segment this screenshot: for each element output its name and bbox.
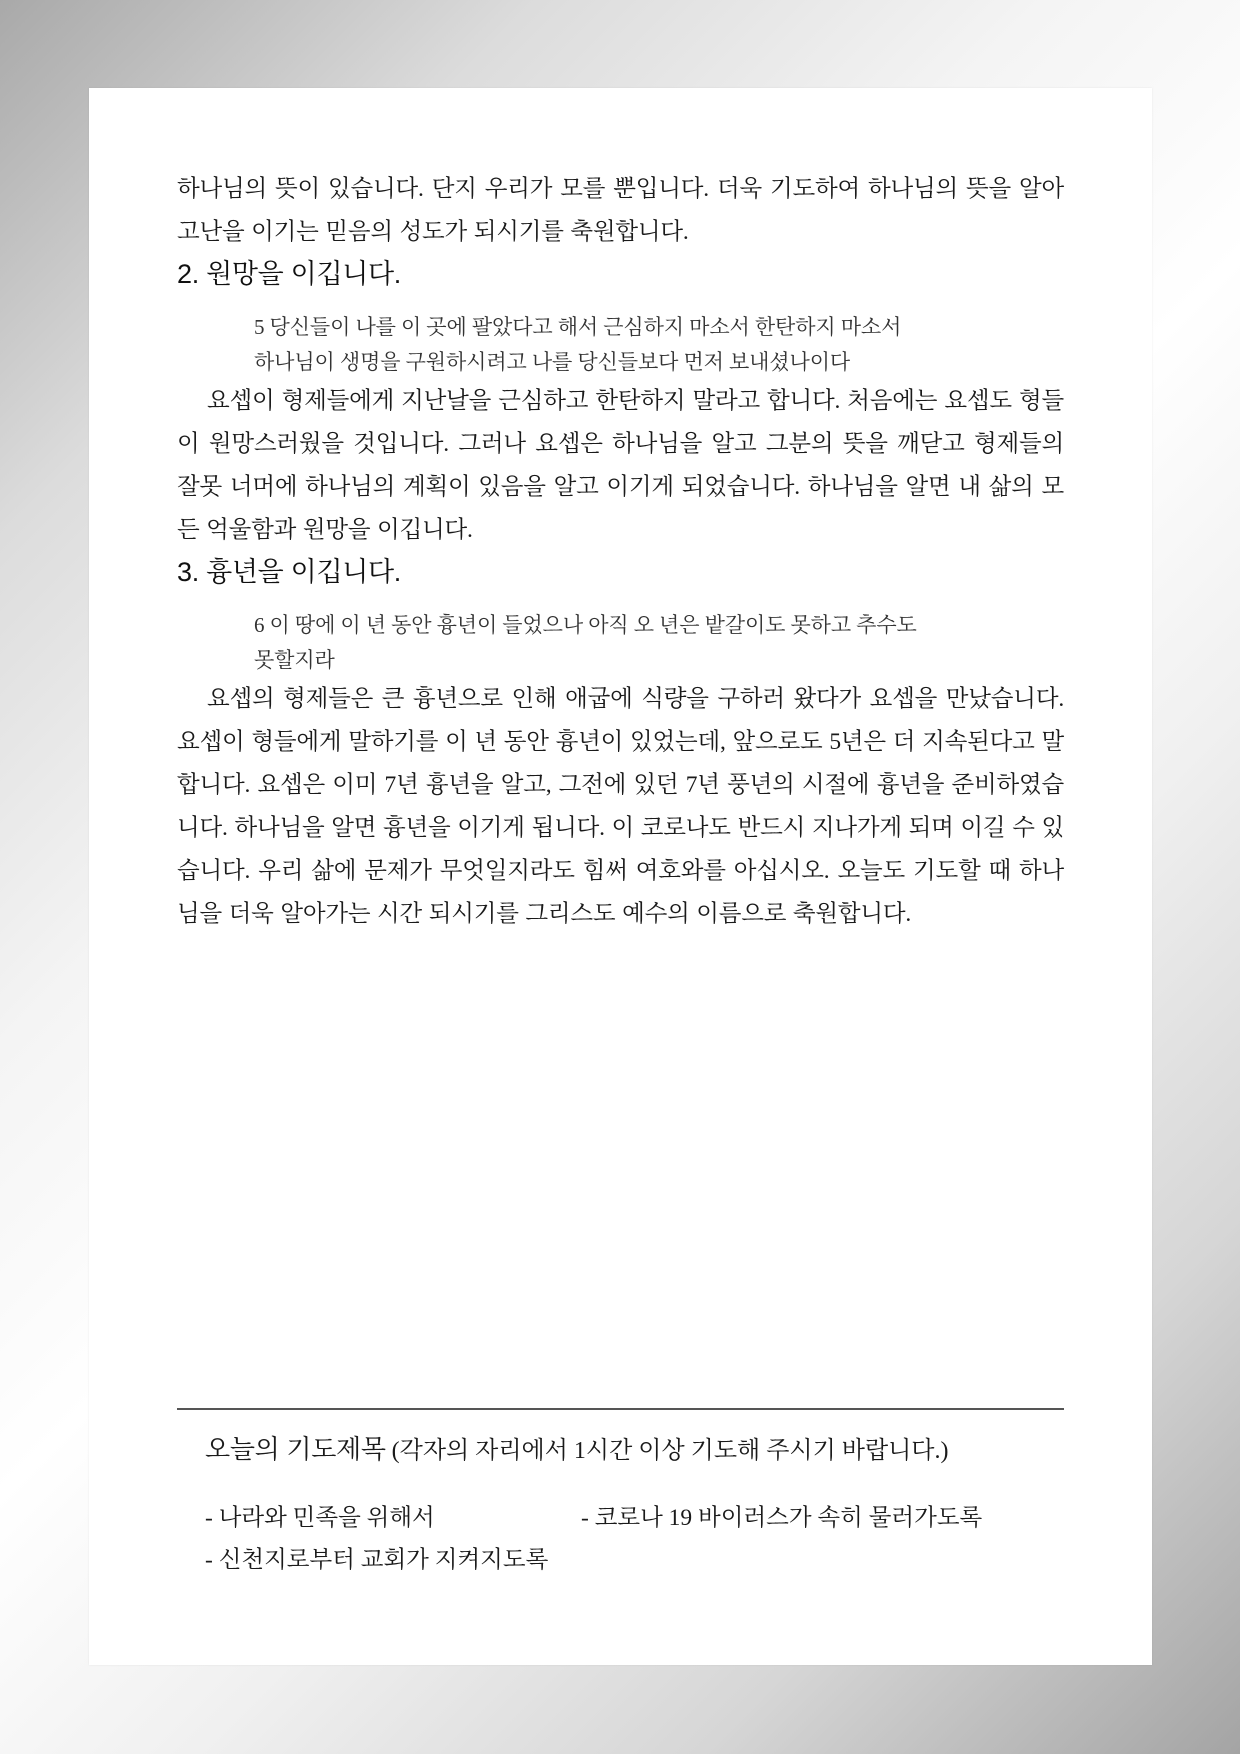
prayer-item: - 신천지로부터 교회가 지켜지도록 [205,1547,549,1573]
section-heading-2: 2. 원망을 이깁니다. [177,259,401,289]
prayer-topics [205,1428,1065,1588]
verse-line: 5 당신들이 나를 이 곳에 팔았다고 해서 근심하지 마소서 한탄하지 마소서 [254,315,902,339]
prayer-title-line [205,1428,1065,1472]
verse-line: 6 이 땅에 이 년 동안 흉년이 들었으나 아직 오 년은 밭갈이도 못하고 추수도 [254,613,917,637]
prayer-note: (각자의 자리에서 1시간 이상 기도해 주시기 바랍니다.) [391,1438,949,1464]
prayer-title: 오늘의 기도제목 [205,1434,386,1464]
sermon-content [177,168,1064,936]
section-2-paragraph: 요셉이 형제들에게 지난날을 근심하고 한탄하지 말라고 합니다. 처음에는 요셉도 형들이 원망스러웠을 것입니다. 그러나 요셉은 하나님을 알고 그분의 뜻을 깨닫고 형제들의 잘못 너머에 하나님의 계획이 있음을 알고 이기게 되었습니다. 하나님을 알면 내 삶의 모든 억울함과 원망을 이깁니다. [177,388,1064,543]
bulletin-page [89,88,1152,1665]
verse-line: 못할지라 [254,648,335,672]
intro-paragraph: 하나님의 뜻이 있습니다. 단지 우리가 모를 뿐입니다. 더욱 기도하여 하나님의 뜻을 알아 고난을 이기는 믿음의 성도가 되시기를 축원합니다. [177,176,1064,245]
scripture-verse-5 [254,310,994,380]
prayer-list [205,1498,1065,1588]
prayer-item: - 나라와 민족을 위해서 [205,1505,435,1531]
section-heading-3: 3. 흉년을 이깁니다. [177,557,401,587]
verse-line: 하나님이 생명을 구원하시려고 나를 당신들보다 먼저 보내셨나이다 [254,350,851,374]
scripture-verse-6 [254,608,994,678]
prayer-item: - 코로나 19 바이러스가 속히 물러가도록 [581,1505,983,1531]
section-3-paragraph: 요셉의 형제들은 큰 흉년으로 인해 애굽에 식량을 구하러 왔다가 요셉을 만났습니다. 요셉이 형들에게 말하기를 이 년 동안 흉년이 있었는데, 앞으로도 5년은 더 지속된다고 말합니다. 요셉은 이미 7년 흉년을 알고, 그전에 있던 7년 풍년의 시절에 흉년을 준비하였습니다. 하나님을 알면 흉년을 이기게 됩니다. 이 코로나도 반드시 지나가게 되며 이길 수 있습니다. 우리 삶에 문제가 무엇일지라도 힘써 여호와를 아십시오. 오늘도 기도할 때 하나님을 더욱 알아가는 시간 되시기를 그리스도 예수의 이름으로 축원합니다. [177,686,1064,927]
divider-line [177,1408,1064,1410]
